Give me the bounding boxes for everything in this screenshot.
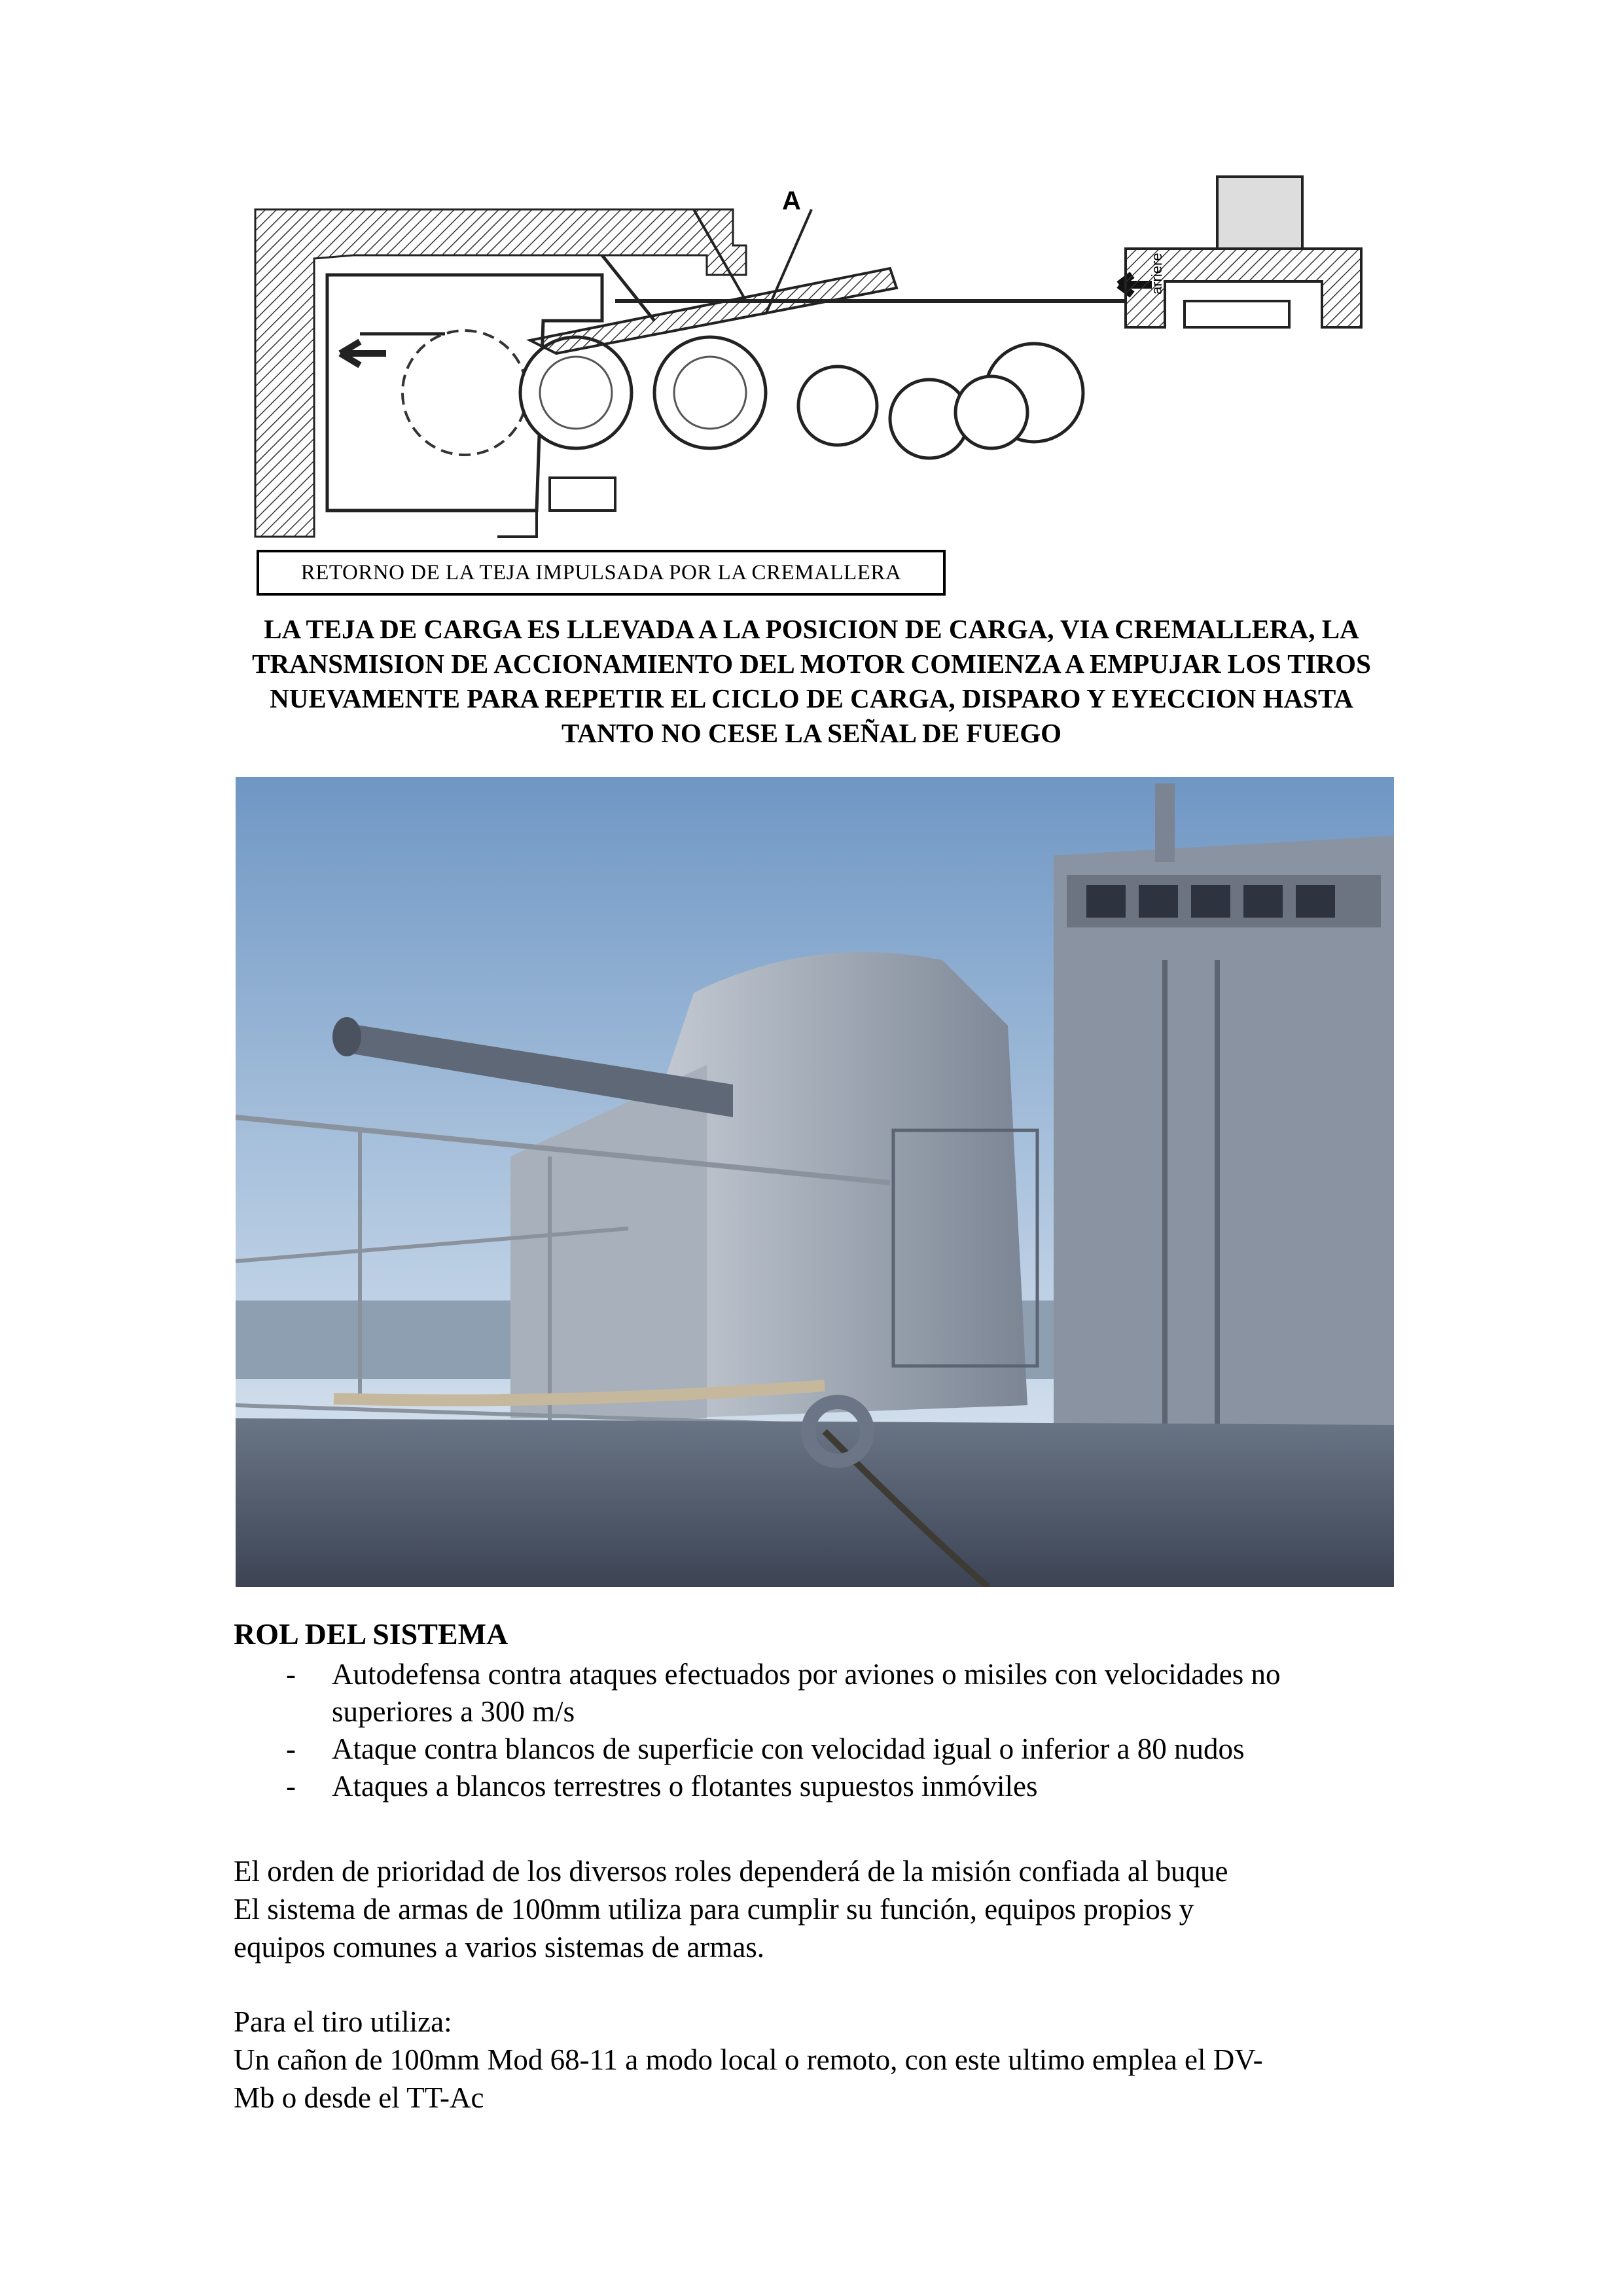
list-dash: - bbox=[286, 1658, 296, 1691]
figure-description-line: TRANSMISION DE ACCIONAMIENTO DEL MOTOR COMIENZA A EMPUJAR LOS TIROS bbox=[252, 649, 1371, 679]
list-item-text: Autodefensa contra ataques efectuados por aviones o misiles con velocidades no superiores a 300 m/s bbox=[332, 1658, 1281, 1728]
role-list bbox=[234, 1656, 1405, 1805]
figure-description bbox=[216, 612, 1407, 751]
section-title: ROL DEL SISTEMA bbox=[234, 1617, 508, 1651]
fire-paragraph bbox=[234, 2003, 1405, 2117]
paragraph-line: equipos comunes a varios sistemas de armas. bbox=[234, 1931, 765, 1964]
list-item bbox=[234, 1768, 1405, 1805]
list-item-text: Ataques a blancos terrestres o flotantes supuestos inmóviles bbox=[332, 1770, 1038, 1803]
side-label: arriere bbox=[1149, 253, 1165, 295]
callout-label-a: A bbox=[782, 187, 801, 215]
paragraph-line: Un cañon de 100mm Mod 68-11 a modo local o remoto, con este ultimo emplea el DV- bbox=[234, 2043, 1263, 2076]
list-item bbox=[234, 1731, 1405, 1768]
paragraph-line: El sistema de armas de 100mm utiliza para cumplir su función, equipos propios y bbox=[234, 1893, 1194, 1926]
figure-description-line: NUEVAMENTE PARA REPETIR EL CICLO DE CARGA, DISPARO Y EYECCION HASTA bbox=[270, 683, 1353, 713]
figure-description-line: TANTO NO CESE LA SEÑAL DE FUEGO bbox=[561, 718, 1061, 748]
paragraph-line: El orden de prioridad de los diversos roles dependerá de la misión confiada al buque bbox=[234, 1855, 1228, 1888]
list-item bbox=[234, 1656, 1405, 1731]
priority-paragraph bbox=[234, 1852, 1405, 1966]
list-dash: - bbox=[286, 1770, 296, 1803]
paragraph-line: Mb o desde el TT-Ac bbox=[234, 2081, 484, 2114]
list-item-text: Ataque contra blancos de superficie con velocidad igual o inferior a 80 nudos bbox=[332, 1732, 1245, 1765]
figure-description-line: LA TEJA DE CARGA ES LLEVADA A LA POSICION DE CARGA, VIA CREMALLERA, LA bbox=[264, 614, 1359, 644]
diagram-caption-text: RETORNO DE LA TEJA IMPULSADA POR LA CREMALLERA bbox=[300, 560, 902, 584]
loading-mechanism-diagram bbox=[249, 170, 1374, 602]
naval-gun-photo bbox=[236, 777, 1394, 1587]
list-dash: - bbox=[286, 1732, 296, 1765]
paragraph-line: Para el tiro utiliza: bbox=[234, 2005, 452, 2038]
diagram-caption bbox=[257, 550, 946, 596]
